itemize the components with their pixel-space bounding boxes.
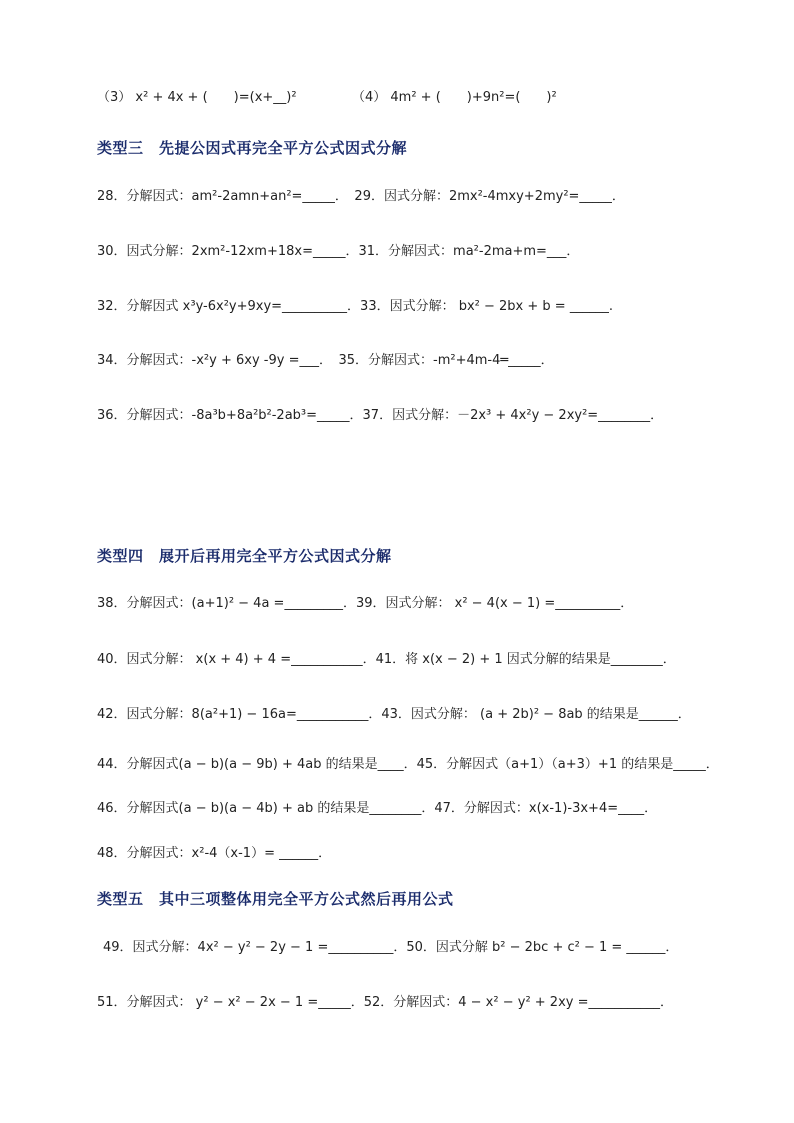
exercise-line: 44．分解因式(a − b)(a − 9b) + 4ab 的结果是____．45．分解因式（a+1）（a+3）+1 的结果是_____．	[97, 757, 719, 772]
exercise-line: 28．分解因式：am²-2amn+an²=_____． 29．因式分解：2mx²-4mxy+2my²=_____．	[97, 189, 625, 204]
exercise-line: 40．因式分解： x(x + 4) + 4 =___________．41．将 x(x − 2) + 1 因式分解的结果是________．	[97, 652, 676, 667]
section-heading-type-4: 类型四 展开后再用完全平方公式因式分解	[97, 547, 392, 565]
exercise-line: 32．分解因式 x³y-6x²y+9xy=__________．33．因式分解： bx² − 2bx + b = ______.	[97, 299, 613, 314]
exercise-line: 49．因式分解：4x² − y² − 2y − 1 =__________．50．因式分解 b² − 2bc + c² − 1 = ______．	[103, 940, 679, 955]
exercise-line: 30．因式分解：2xm²-12xm+18x=_____．31．分解因式：ma²-2ma+m=___．	[97, 244, 580, 259]
exercise-line: 42．因式分解：8(a²+1) − 16a=___________．43．因式分解： (a + 2b)² − 8ab 的结果是______．	[97, 707, 691, 722]
exercise-line: 48．分解因式：x²-4（x-1）= ______．	[97, 846, 332, 861]
exercise-line: 46．分解因式(a − b)(a − 4b) + ab 的结果是________．47．分解因式：x(x-1)-3x+4=____．	[97, 801, 658, 816]
exercise-line: 51．分解因式： y² − x² − 2x − 1 =_____．52．分解因式：4 − x² − y² + 2xy =___________．	[97, 995, 673, 1010]
exercise-item-3: （3） x² + 4x + ( )=(x+__)²	[97, 90, 297, 105]
section-heading-type-3: 类型三 先提公因式再完全平方公式因式分解	[97, 139, 408, 157]
exercise-line: 36．分解因式：-8a³b+8a²b²-2ab³=_____．37．因式分解：－2x³ + 4x²y − 2xy²=________．	[97, 408, 664, 423]
exercise-line: 34．分解因式：-x²y + 6xy -9y =___． 35．分解因式：-m²+4m-4═_____．	[97, 353, 554, 368]
exercise-item-4: （4） 4m² + ( )+9n²=( )²	[352, 90, 557, 105]
exercise-line: 38．分解因式：(a+1)² − 4a =_________．39．因式分解： x² − 4(x − 1) =__________．	[97, 596, 634, 611]
section-heading-type-5: 类型五 其中三项整体用完全平方公式然后再用公式	[97, 890, 454, 908]
